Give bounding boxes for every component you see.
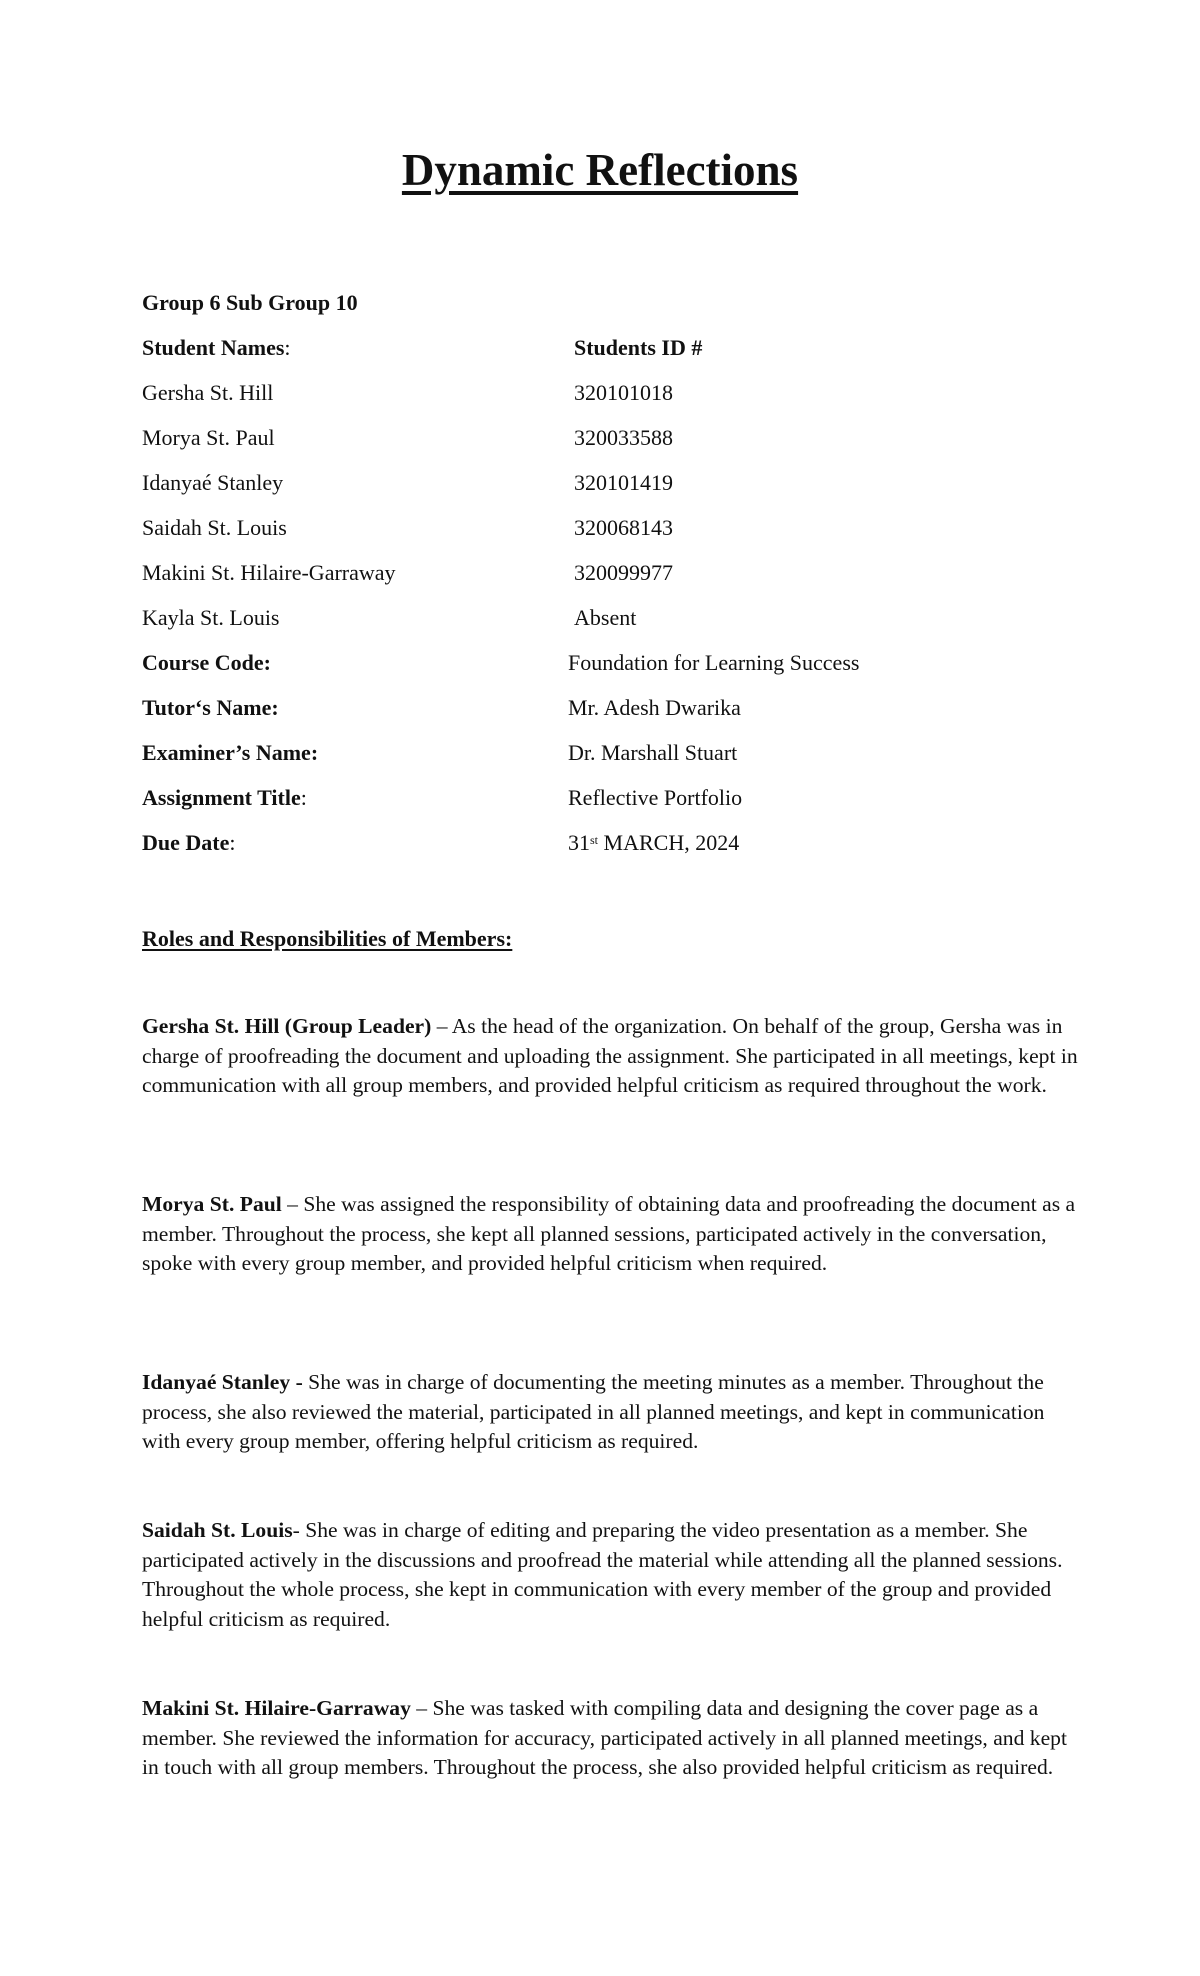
member-role-text: She was in charge of documenting the meeting minutes as a member. Throughout the process, she also reviewed the material, participated in all planned meetings, and kept in communication with every group member, offering helpful criticism as required. [142,1370,1045,1453]
course-code-row [142,648,1062,693]
cover-info [142,288,1062,873]
role-paragraph [142,1516,1082,1634]
student-row [142,423,1062,468]
assignment-label-text: Assignment Title [142,785,301,810]
role-paragraph [142,1190,1082,1279]
student-names-label [142,333,291,363]
member-role-text: - She was in charge of editing and preparing the video presentation as a member. She participated actively in the discussions and proofread the material while attending all the planned sessions. Throughout the whole process, she kept in communication with every member of the group and provided helpful criticism as required. [142,1518,1063,1631]
student-id: 320099977 [574,560,673,585]
due-date-day: 31 [568,830,590,855]
roles-heading: Roles and Responsibilities of Members: [142,926,513,951]
assignment-colon: : [300,785,307,810]
student-name: Makini St. Hilaire-Garraway [142,560,396,585]
tutor-value: Mr. Adesh Dwarika [568,695,741,720]
document-title: Dynamic Reflections [401,145,799,195]
students-header-row [142,333,1062,378]
examiner-value: Dr. Marshall Stuart [568,740,738,765]
due-date-rest: MARCH, 2024 [598,830,740,855]
member-name: Makini St. Hilaire-Garraway [142,1696,411,1720]
student-row [142,468,1062,513]
group-row [142,288,1062,333]
assignment-row [142,783,1062,828]
tutor-row [142,693,1062,738]
due-date-label-text: Due Date [142,830,230,855]
tutor-label: Tutor‘s Name: [142,695,279,720]
student-id: 320101018 [574,380,673,405]
course-code-value: Foundation for Learning Success [568,650,860,675]
students-id-label: Students ID # [574,335,703,360]
examiner-label: Examiner’s Name: [142,740,319,765]
student-id: 320101419 [574,470,673,495]
assignment-label [142,783,307,813]
student-row [142,378,1062,423]
student-name: Idanyaé Stanley [142,470,284,495]
due-date-colon: : [229,830,236,855]
student-name: Gersha St. Hill [142,380,274,405]
member-role-text: – She was tasked with compiling data and designing the cover page as a member. She reviewed the information for accuracy, participated actively in all planned meetings, and kept in touch with all group members. Throughout the process, she also provided helpful criticism as required. [142,1696,1067,1779]
member-name: Gersha St. Hill (Group Leader) [142,1014,432,1038]
due-date-suffix: st [590,833,599,847]
due-date-row [142,828,1062,873]
assignment-value: Reflective Portfolio [568,785,743,810]
course-code-label: Course Code: [142,650,271,675]
member-name: Idanyaé Stanley - [142,1370,303,1394]
due-date-value [568,828,739,858]
role-paragraph [142,1694,1082,1783]
examiner-row [142,738,1062,783]
role-paragraph [142,1012,1082,1101]
student-name: Saidah St. Louis [142,515,287,540]
student-names-text: Student Names [142,335,285,360]
role-paragraph [142,1368,1082,1457]
member-name: Morya St. Paul [142,1192,282,1216]
member-name: Saidah St. Louis [142,1518,293,1542]
student-id: 320033588 [574,425,673,450]
student-row [142,513,1062,558]
member-role-text: – She was assigned the responsibility of obtaining data and proofreading the document as a member. Throughout the process, she kept all planned sessions, participated actively in the conversation, spoke with every group member, and provided helpful criticism when required. [142,1192,1076,1275]
student-name: Morya St. Paul [142,425,275,450]
group-label: Group 6 Sub Group 10 [142,290,358,315]
student-names-colon: : [284,335,291,360]
due-date-label [142,828,236,858]
student-id: Absent [574,605,637,630]
student-id: 320068143 [574,515,673,540]
student-row [142,603,1062,648]
student-row [142,558,1062,603]
student-name: Kayla St. Louis [142,605,280,630]
member-role-text: – As the head of the organization. On behalf of the group, Gersha was in charge of proofreading the document and uploading the assignment. She participated in all meetings, kept in communication with all group members, and provided helpful criticism as required throughout the work. [142,1014,1078,1097]
